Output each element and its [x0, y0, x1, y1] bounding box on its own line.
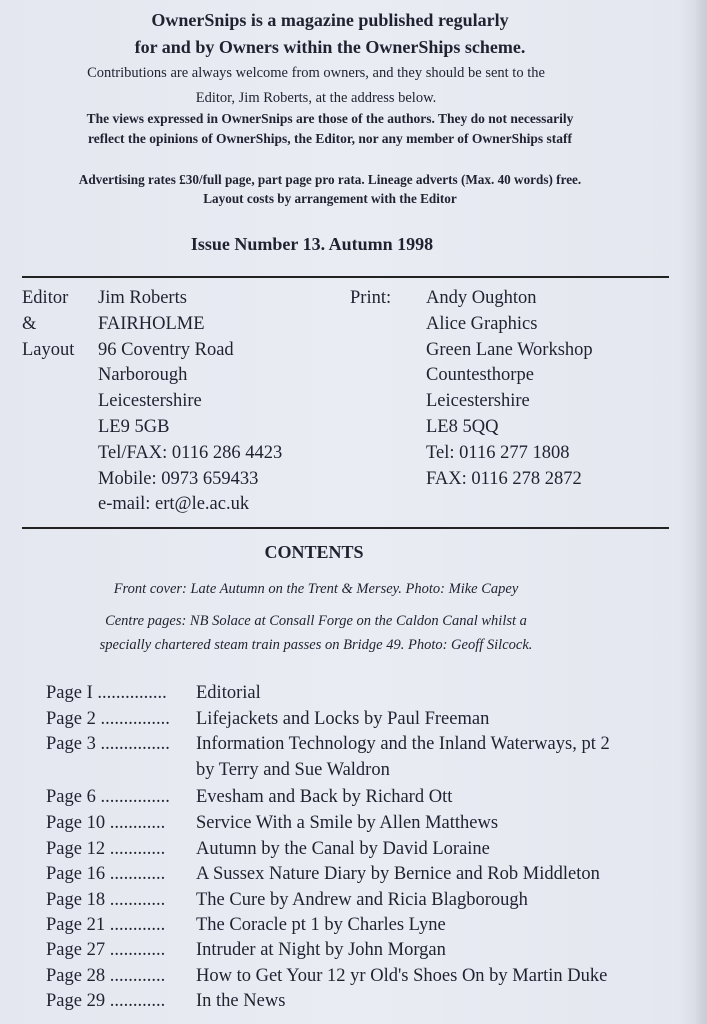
contents-page-number: Page 18 ............ [46, 890, 166, 910]
contents-item [46, 915, 446, 936]
contents-item-continuation [46, 760, 390, 781]
print-line: Countesthorpe [426, 365, 534, 386]
centre-pages-credit-2: specially chartered steam train passes on Bridge 49. Photo: Geoff Silcock. [99, 637, 533, 653]
masthead-line-1: OwnerSnips is a magazine published regularly [151, 10, 509, 30]
editor-line: Tel/FAX: 0116 286 4423 [98, 442, 283, 463]
contents-page-number: Page 16 ............ [46, 864, 166, 884]
contents-title: In the News [196, 991, 286, 1011]
contents-title: Information Technology and the Inland Waterways, pt 2 [196, 734, 610, 754]
contents-page-number: Page I ............... [46, 683, 167, 703]
page-edge-shadow [695, 0, 707, 1024]
contents-item [46, 787, 452, 808]
contents-heading: CONTENTS [264, 542, 364, 562]
print-role: Print: [350, 288, 392, 308]
contents-page-number: Page 27 ............ [46, 940, 166, 960]
print-line: Leicestershire [426, 391, 530, 412]
contents-item [46, 890, 528, 911]
editor-role-line: & [22, 313, 37, 334]
divider-top [22, 276, 669, 278]
editor-role [22, 286, 74, 363]
contents-item [46, 734, 610, 755]
centre-pages-credit-1: Centre pages: NB Solace at Consall Forge on the Caldon Canal whilst a [105, 613, 527, 629]
contents-page-number: Page 2 ............... [46, 709, 170, 729]
editor-line: Mobile: 0973 659433 [98, 468, 259, 489]
editor-line: e-mail: ert@le.ac.uk [98, 494, 250, 515]
contents-item [46, 940, 446, 961]
contents-page-number: Page 3 ............... [46, 734, 170, 754]
divider-bottom [22, 527, 669, 529]
editor-line: FAIRHOLME [98, 313, 205, 334]
contents-title: Lifejackets and Locks by Paul Freeman [196, 709, 490, 729]
contents-title: Editorial [196, 683, 261, 703]
editor-role-line: Editor [22, 288, 69, 308]
editor-line: 96 Coventry Road [98, 339, 234, 360]
print-line: Green Lane Workshop [426, 339, 593, 360]
editor-line: Leicestershire [98, 391, 202, 412]
contents-item [46, 864, 600, 885]
contributions-line-1: Contributions are always welcome from owners, and they should be sent to the [87, 65, 545, 81]
contents-title: The Cure by Andrew and Ricia Blagborough [196, 890, 528, 910]
contents-page-number: Page 28 ............ [46, 966, 166, 986]
print-line: LE8 5QQ [426, 416, 499, 437]
editor-line: Narborough [98, 365, 188, 386]
contents-title: Autumn by the Canal by David Loraine [196, 839, 490, 859]
disclaimer-line-2: reflect the opinions of OwnerShips, the Editor, nor any member of OwnerShips staff [87, 131, 573, 146]
contents-item [46, 683, 261, 704]
masthead-line-2: for and by Owners within the OwnerShips scheme. [134, 37, 526, 57]
contents-title: Intruder at Night by John Morgan [196, 940, 446, 960]
contents-title: by Terry and Sue Waldron [196, 760, 390, 780]
contents-title: How to Get Your 12 yr Old's Shoes On by Martin Duke [196, 966, 608, 986]
editor-line: LE9 5GB [98, 416, 170, 437]
contents-title: A Sussex Nature Diary by Bernice and Rob Middleton [196, 864, 600, 884]
contents-item [46, 839, 490, 860]
editor-line: Jim Roberts [98, 288, 187, 308]
advertising-rates: Advertising rates £30/full page, part page pro rata. Lineage adverts (Max. 40 words) free. [78, 172, 582, 187]
contributions-line-2: Editor, Jim Roberts, at the address below. [195, 90, 437, 106]
editor-address [98, 286, 282, 518]
contents-page-number: Page 6 ............... [46, 787, 170, 807]
contents-item [46, 991, 285, 1012]
contents-page-number: Page 21 ............ [46, 915, 166, 935]
print-line: Andy Oughton [426, 288, 537, 308]
contents-page-number: Page 10 ............ [46, 813, 166, 833]
contents-title: The Coracle pt 1 by Charles Lyne [196, 915, 446, 935]
editor-role-line: Layout [22, 339, 75, 360]
contents-title: Service With a Smile by Allen Matthews [196, 813, 499, 833]
contents-item [46, 709, 489, 730]
print-line: Tel: 0116 277 1808 [426, 442, 570, 463]
disclaimer-line-1: The views expressed in OwnerSnips are those of the authors. They do not necessarily [86, 111, 574, 126]
print-line: FAX: 0116 278 2872 [426, 468, 582, 489]
print-address [426, 286, 593, 492]
print-line: Alice Graphics [426, 313, 538, 334]
contents-page-number: Page 12 ............ [46, 839, 166, 859]
layout-costs: Layout costs by arrangement with the Editor [203, 191, 457, 206]
contents-page-number: Page 29 ............ [46, 991, 166, 1011]
contents-title: Evesham and Back by Richard Ott [196, 787, 453, 807]
issue-number: Issue Number 13. Autumn 1998 [190, 234, 434, 254]
front-cover-credit: Front cover: Late Autumn on the Trent & Mersey. Photo: Mike Capey [113, 581, 519, 597]
contents-item [46, 966, 607, 987]
contents-item [46, 813, 498, 834]
